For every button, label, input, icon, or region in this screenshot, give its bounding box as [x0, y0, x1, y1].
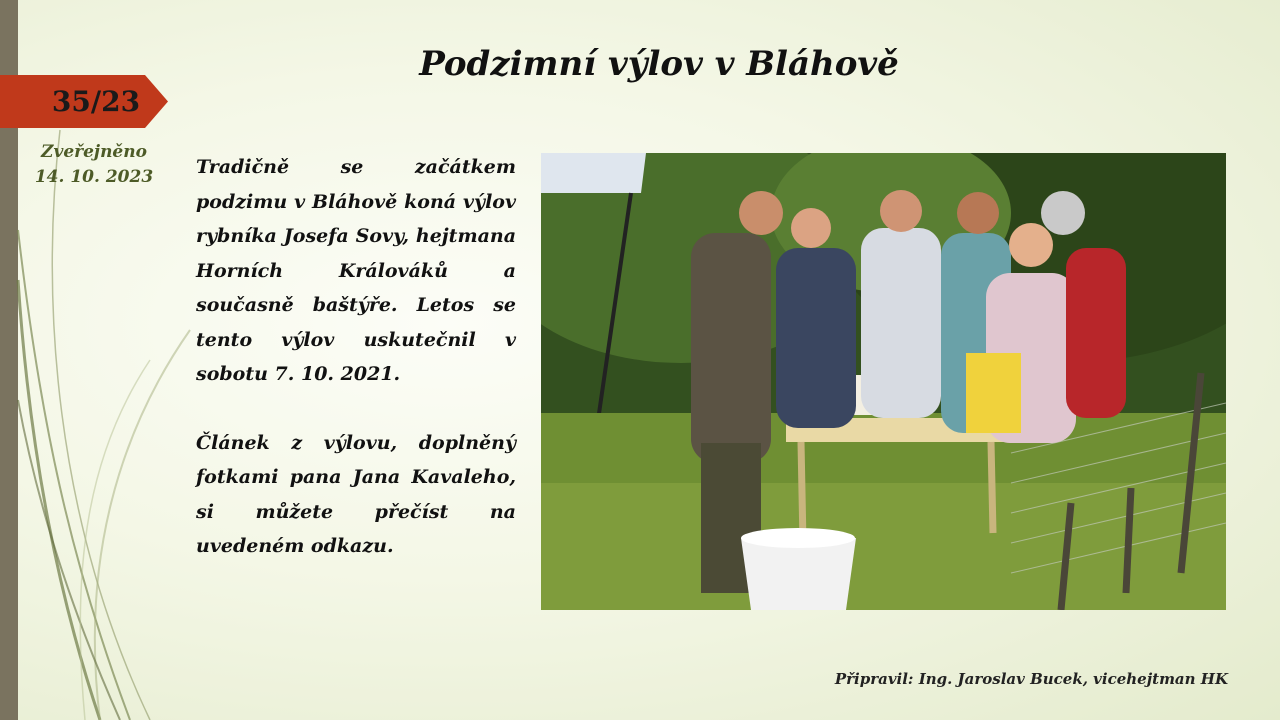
published-label: Zveřejněno: [41, 142, 147, 162]
event-photo: [541, 153, 1226, 610]
published-info: [22, 140, 166, 190]
page-title: Podzimní výlov v Bláhově: [419, 44, 899, 84]
article-text: [196, 150, 516, 564]
issue-number: 35/23: [51, 85, 141, 118]
published-date: 14. 10. 2023: [34, 167, 154, 187]
issue-badge: [0, 75, 168, 128]
paragraph-2: Článek z výlovu, doplněný fotkami pana Jana Kavaleho, si můžete přečíst na uvedeném odkazu.: [196, 431, 516, 557]
author-credits: Připravil: Ing. Jaroslav Bucek, vicehejtman HK: [834, 670, 1228, 688]
paragraph-1: Tradičně se začátkem podzimu v Bláhově koná výlov rybníka Josefa Sovy, hejtmana Horních Králováků a současně baštýře. Letos se tento výlov uskutečnil v sobotu 7. 10. 2021.: [196, 156, 516, 385]
